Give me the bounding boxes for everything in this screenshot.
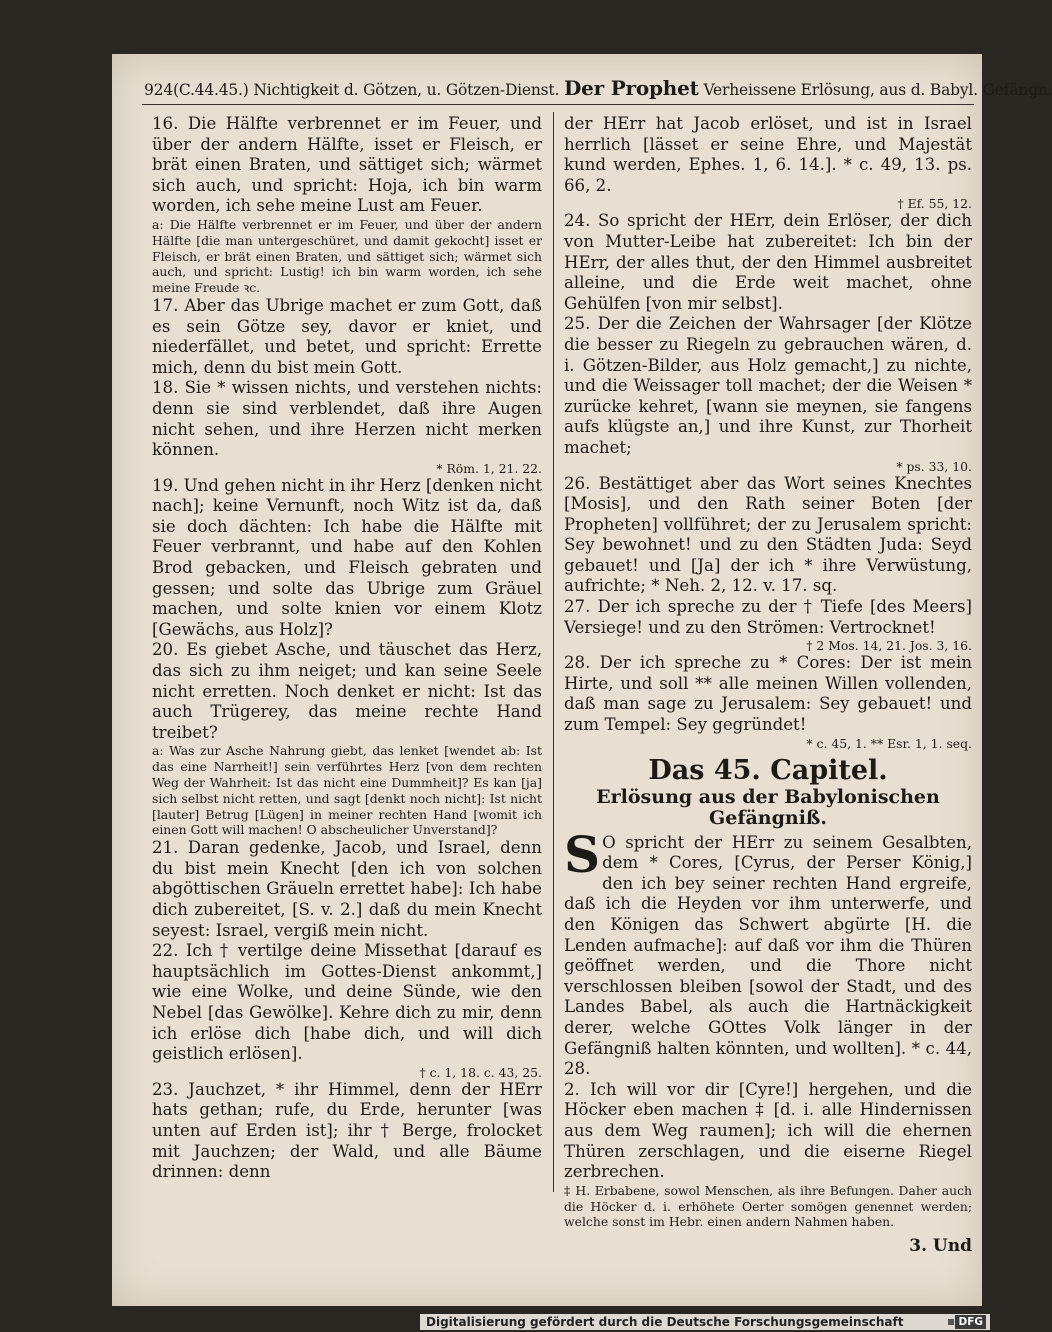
- chapter-verses: [564, 824, 972, 1230]
- verse: [564, 211, 972, 314]
- digitization-footer: [420, 1314, 990, 1330]
- cross-reference: [152, 461, 542, 476]
- chapter-title: Das 45. Capitel.: [648, 754, 888, 786]
- chapter-subtitle: Erlösung aus der Babylonischen Gefängniß.: [596, 785, 940, 829]
- footer-text: Digitalisierung gefördert durch die Deutsche Forschungsgemeinschaft: [426, 1315, 904, 1329]
- text: 26. Bestättiget aber das Wort seines Knechtes [Mosis], und den Rath seiner Boten [der Propheten] vollführet; der zu Jerusalem spricht: Sey bewohnet! und zu den Städten Juda: Seyd gebauet! und [Ja] der ich * ihre Verwüstung, aufrichte; * Neh. 2, 12. v. 17. sq.: [564, 473, 972, 596]
- right-column-verses: [564, 114, 972, 751]
- header-right: Verheissene Erlösung, aus d. Babyl. Gefängn.: [703, 81, 1052, 99]
- drop-cap: S: [564, 824, 601, 884]
- column-divider: [553, 112, 554, 1192]
- text: 21. Daran gedenke, Jacob, und Israel, denn du bist mein Knecht [den ich von solchen abgöttischen Gräueln errettet habe]: Ich habe dich zubereitet, [S. v. 2.] daß du mein Knecht seyest: Israel, vergiß mein nicht.: [152, 838, 542, 940]
- verse: [564, 1080, 972, 1183]
- text: 17. Aber das Ubrige machet er zum Gott, daß es sein Götze sey, davor er kniet, und niederfället, und betet, und spricht: Errette mich, denn du bist mein Gott.: [152, 295, 542, 377]
- header-left: 924(C.44.45.) Nichtigkeit d. Götzen, u. Götzen-Dienst.: [144, 81, 560, 99]
- right-column: [564, 114, 972, 1257]
- text: * ps. 33, 10.: [896, 458, 972, 474]
- cross-reference: [564, 196, 972, 211]
- cross-reference: [152, 1065, 542, 1080]
- verse: [152, 296, 542, 378]
- cross-reference: [564, 459, 972, 474]
- text: 16. Die Hälfte verbrennet er im Feuer, und über der andern Hälfte, isset er Fleisch, er brät einen Braten, und sättiget sich; wärmet sich auch, und spricht: Hoja, ich bin warm worden, ich sehe meine Lust am Feuer.: [152, 114, 542, 216]
- running-header: [144, 76, 1052, 100]
- text: a: Die Hälfte verbrennet er im Feuer, und über der andern Hälfte [die man untergeschüret, und damit gekocht] isset er Fleisch, er brät einen Braten, und sättiget sich; wärmet sich auch, und spricht: Lustig! ich bin warm worden, ich sehe meine Freude ꝛc.: [152, 216, 542, 296]
- text: * c. 45, 1. ** Esr. 1, 1. seq.: [806, 735, 972, 751]
- text: 23. Jauchzet, * ihr Himmel, denn der HErr hats gethan; rufe, du Erde, herunter [was unten auf Erden ist]; ihr † Berge, frolocket mit Jauchzen; der Wald, und alle Bäume drinnen: denn: [152, 1079, 542, 1182]
- verse: [564, 597, 972, 638]
- verse: [564, 824, 972, 1080]
- header-rule: [142, 104, 974, 105]
- verse: [152, 838, 542, 941]
- text: a: Was zur Asche Nahrung giebt, das lenket [wendet ab: Ist das eine Narrheit!] sein verführtes Herz [von dem rechten Weg der Wahrheit: Ist das nicht eine Dummheit]? Es kan [ja] sich selbst nicht retten, und sagt [denkt noch nicht]: Ist nicht [lauter] Betrug [Lügen] in meiner rechten Hand [womit ich einen Gott will machen! O abscheulicher Unverstand]?: [152, 743, 542, 838]
- verse: [564, 114, 972, 196]
- text: 20. Es giebet Asche, und täuschet das Herz, das sich zu ihm neiget; und kan seine Seele nicht erretten. Noch denket er nicht: Ist das auch Trügerey, das meine rechte Hand treibet?: [152, 640, 542, 742]
- footnote: [152, 217, 542, 296]
- text: † Ef. 55, 12.: [897, 196, 972, 212]
- text: 22. Ich † vertilge deine Missethat [darauf es hauptsächlich im Gottes-Dienst ankommt,] wie eine Wolke, und deine Sünde, wie den Nebel [das Gewölke]. Kehre dich zu mir, denn ich erlöse dich [habe dich, und will dich geistlich erlösen].: [152, 941, 542, 1064]
- text: 28. Der ich spreche zu * Cores: Der ist mein Hirte, und soll ** alle meinen Willen vollenden, daß man sage zu Jerusalem: Sey gebauet! und zum Tempel: Sey gegründet!: [564, 653, 972, 735]
- text: * Röm. 1, 21. 22.: [436, 460, 542, 476]
- text: ‡ H. Erbabene, sowol Menschen, als ihre Befungen. Daher auch die Höcker d. i. erhöhete Oerter somögen genennet werden; welche sonst im Hebr. einen andern Nahmen haben.: [564, 1182, 972, 1230]
- cross-reference: [564, 638, 972, 653]
- verse: [564, 314, 972, 458]
- footer-separator: [948, 1319, 954, 1325]
- header-headword: Der Prophet: [563, 76, 699, 100]
- left-column: [152, 114, 542, 1183]
- dfg-logo: DFG: [955, 1315, 986, 1329]
- verse: [152, 476, 542, 641]
- footnote: [564, 1183, 972, 1230]
- verse: [564, 474, 972, 598]
- text: 25. Der die Zeichen der Wahrsager [der Klötze die besser zu Riegeln zu gebrauchen wären, d. i. Götzen-Bilder, aus Holz gemacht,] zu nichte, und die Weissager toll machet; der die Weisen * zurücke kehret, [wann sie meynen, sie fangens aufs klügste an,] und ihre Kunst, zur Thorheit machet;: [564, 314, 972, 457]
- verse: [564, 653, 972, 735]
- text: 24. So spricht der HErr, dein Erlöser, der dich von Mutter-Leibe hat zubereitet: Ich bin der HErr, der alles thut, der den Himmel ausbreitet alleine, und die Erde weit machet, ohne Gehülfen [von mir selbst].: [564, 211, 972, 313]
- text: 19. Und gehen nicht in ihr Herz [denken nicht nach]; keine Vernunft, noch Witz ist da, daß sie doch dächten: Ich habe die Hälfte mit Feuer verbrannt, und habe auf den Kohlen Brod gebacken, und Fleisch gebraten und gessen; und solte das Ubrige zum Gräuel machen, und solte knien vor einem Klotz [Gewächs, aus Holz]?: [152, 475, 542, 639]
- text: O spricht der HErr zu seinem Gesalbten, dem * Cores, [Cyrus, der Perser König,] den ich bey seiner rechten Hand ergreife, daß ich die Heyden vor ihm unterwerfe, und den Königen das Schwert abgürte [H. die Lenden aufmache]: auf daß vor ihm die Thüren geöffnet werden, und die Thore nicht verschlossen bleiben [sowol der Stadt, und des Landes Babel, als auch die Hartnäckigkeit derer, welche GOttes Volk länger in der Gefängniß halten könnten, und wollten]. * c. 44, 28.: [564, 832, 972, 1079]
- text: der HErr hat Jacob erlöset, und ist in Israel herrlich [lässet er seine Ehre, und Majestät kund werden, Ephes. 1, 6. 14.]. * c. 49, 13. ps. 66, 2.: [564, 114, 972, 195]
- verse: [152, 640, 542, 743]
- text: † c. 1, 18. c. 43, 25.: [419, 1064, 542, 1080]
- verse: [152, 378, 542, 460]
- cross-reference: [564, 736, 972, 751]
- book-page: [112, 54, 1052, 1306]
- catchword: 3. Und: [909, 1236, 972, 1257]
- verse: [152, 941, 542, 1065]
- verse: [152, 114, 542, 217]
- text: 18. Sie * wissen nichts, und verstehen nichts: denn sie sind verblendet, daß ihre Augen nicht sehen, und ihre Herzen nicht merken können.: [152, 378, 542, 460]
- text: 27. Der ich spreche zu der † Tiefe [des Meers] Versiege! und zu den Strömen: Vertrocknet!: [564, 597, 972, 637]
- text: 2. Ich will vor dir [Cyre!] hergehen, und die Höcker eben machen ‡ [d. i. alle Hindernissen aus dem Weg raumen]; ich will die ehernen Thüren zerschlagen, und die eiserne Riegel zerbrechen.: [564, 1079, 972, 1182]
- text: † 2 Mos. 14, 21. Jos. 3, 16.: [806, 638, 972, 654]
- verse: [152, 1080, 542, 1183]
- footnote: [152, 743, 542, 838]
